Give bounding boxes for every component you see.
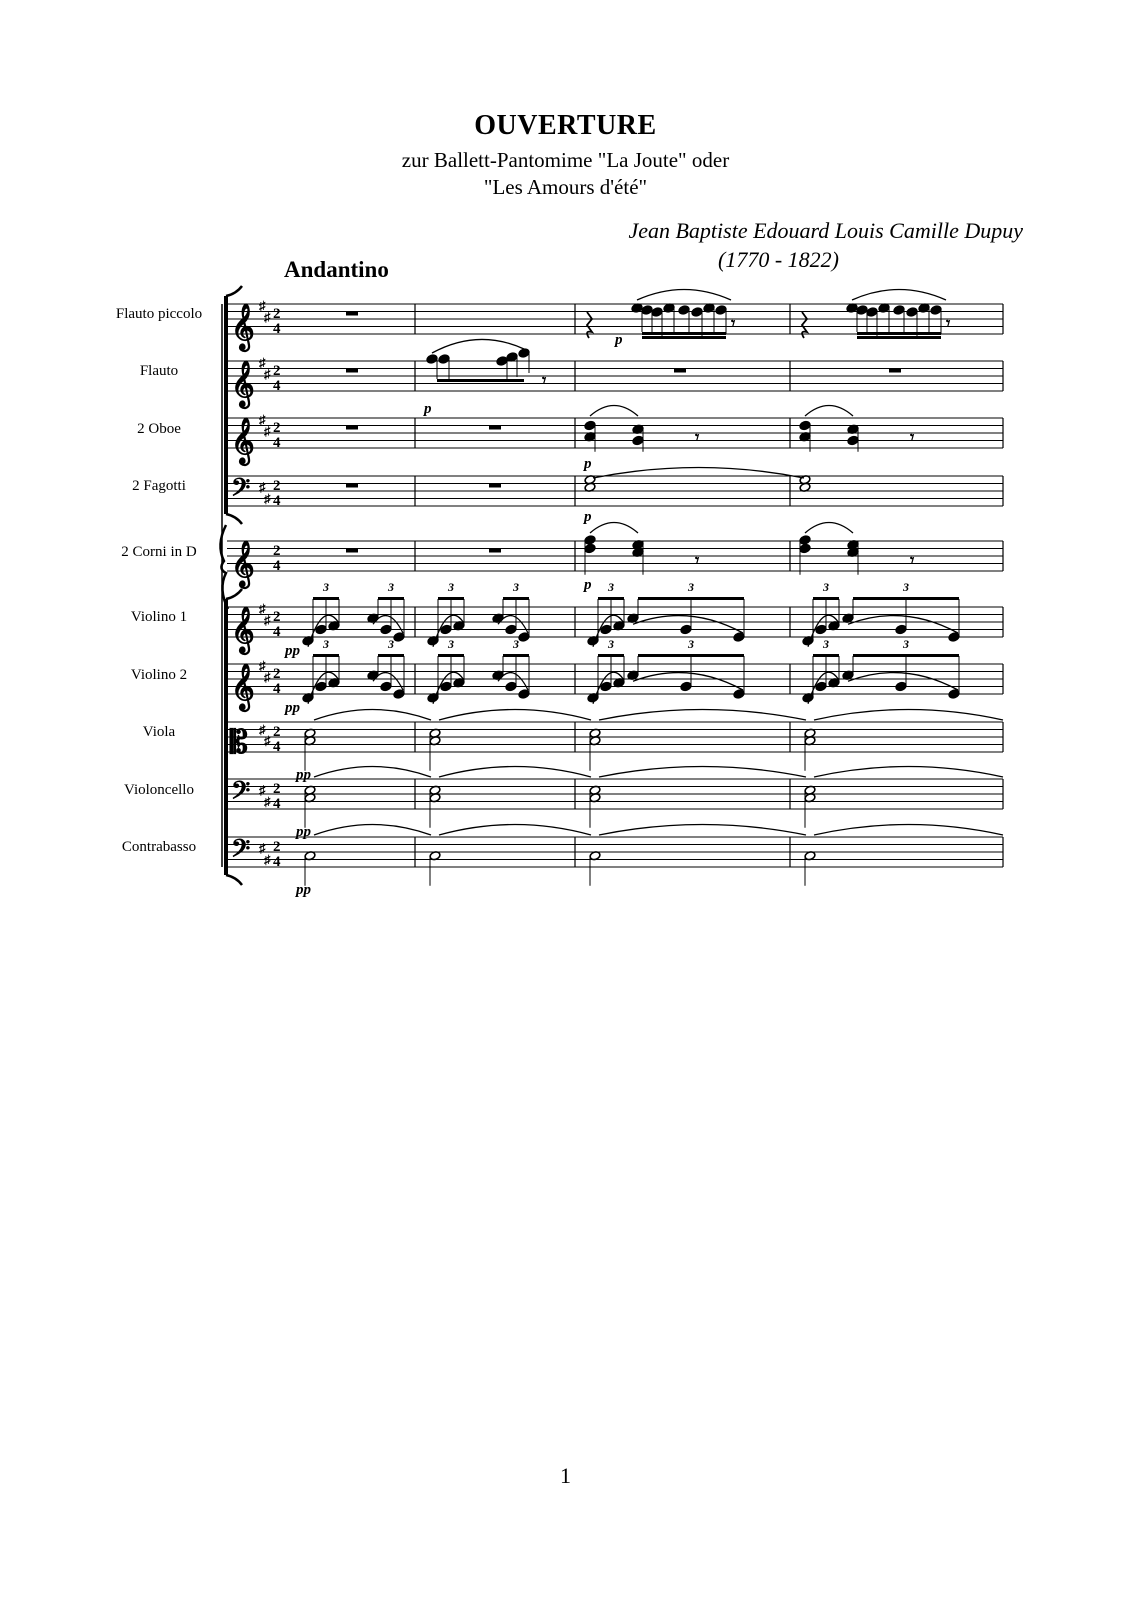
tuplet-number: 3 (688, 637, 694, 651)
whole-rest (346, 484, 358, 488)
composer-dates: (1770 - 1822) (718, 247, 839, 272)
time-sig-top: 2 (273, 724, 281, 740)
beam (813, 597, 839, 600)
note-head (393, 689, 405, 699)
time-sig-bottom: 4 (273, 854, 281, 870)
tuplet-number: 3 (688, 580, 694, 594)
beam (598, 597, 624, 600)
bass-clef: 𝄢 (231, 835, 251, 869)
time-sig-top: 2 (273, 478, 281, 494)
score-subtitle-line2: "Les Amours d'été" (483, 175, 648, 199)
instrument-label-oboe: 2 Oboe (137, 421, 181, 437)
note-head (584, 543, 596, 553)
tuplet-number: 3 (388, 580, 394, 594)
whole-rest (346, 426, 358, 430)
note-head (948, 632, 960, 642)
whole-rest (346, 369, 358, 373)
tuplet-number: 3 (323, 637, 329, 651)
dynamic-pp: pp (285, 643, 300, 659)
eighth-rest: 𝄾 (946, 315, 951, 333)
tuplet-number: 3 (608, 637, 614, 651)
time-sig-top: 2 (273, 306, 281, 322)
beam (642, 336, 726, 339)
time-sig-bottom: 4 (273, 739, 281, 755)
tuplet-number: 3 (448, 637, 454, 651)
key-sharp: ♯ (264, 490, 271, 506)
key-sharp: ♯ (259, 601, 266, 616)
instrument-label-flauto-piccolo: Flauto piccolo (115, 306, 203, 322)
beam (853, 597, 959, 600)
eighth-rest: 𝄾 (910, 552, 915, 570)
key-sharp: ♯ (259, 412, 266, 427)
dynamic-p: p (615, 332, 623, 348)
slur (805, 406, 853, 417)
tie (439, 710, 591, 721)
treble-clef: 𝄞 (231, 304, 255, 349)
beam (857, 336, 941, 339)
note-head (393, 632, 405, 642)
note-head (799, 543, 811, 553)
dynamic-p: p (424, 401, 432, 417)
tie (314, 825, 431, 836)
instrument-label-contrabasso: Contrabasso (121, 839, 197, 855)
instrument-label-flauto: Flauto (139, 363, 179, 379)
note-head (584, 535, 596, 545)
time-sig-bottom: 4 (273, 435, 281, 451)
beam (313, 597, 339, 600)
eighth-rest: 𝄾 (731, 315, 736, 333)
time-sig-bottom: 4 (273, 624, 281, 640)
bracket-hook (226, 286, 242, 296)
note-head (632, 435, 644, 445)
note-head (906, 307, 918, 317)
key-sharp: ♯ (264, 309, 271, 325)
tuplet-number: 3 (608, 580, 614, 594)
dynamic-pp: pp (296, 767, 311, 783)
note-head (799, 420, 811, 430)
note-head (893, 305, 905, 315)
beam (813, 654, 839, 657)
bracket-hook (226, 514, 242, 524)
whole-rest (889, 369, 901, 373)
beam (853, 654, 959, 657)
tuplet-number: 3 (823, 580, 829, 594)
note-head (505, 681, 517, 691)
beam (503, 597, 529, 600)
time-sig-top: 2 (273, 666, 281, 682)
note-head (948, 689, 960, 699)
beam (378, 597, 404, 600)
instrument-label-corni: 2 Corni in D (121, 544, 197, 560)
note-head (733, 632, 745, 642)
key-sharp: ♯ (264, 733, 271, 748)
key-sharp: ♯ (264, 423, 271, 439)
bass-clef: 𝄢 (231, 777, 251, 811)
tempo-marking: Andantino (284, 257, 389, 282)
key-sharp: ♯ (259, 658, 266, 673)
whole-rest (489, 484, 501, 488)
note-head (518, 348, 530, 358)
tuplet-number: 3 (823, 637, 829, 651)
eighth-rest: 𝄾 (695, 429, 700, 447)
whole-rest (346, 549, 358, 553)
beam (437, 379, 524, 382)
instrument-label-fagotti: 2 Fagotti (132, 478, 186, 494)
note-head (856, 305, 868, 315)
tie (314, 767, 431, 778)
tuplet-number: 3 (903, 580, 909, 594)
note-head (691, 307, 703, 317)
key-sharp: ♯ (259, 721, 266, 737)
page-number: 1 (560, 1463, 571, 1488)
key-sharp: ♯ (264, 793, 271, 809)
dynamic-pp: pp (296, 882, 311, 898)
note-head (641, 305, 653, 315)
tuplet-number: 3 (903, 637, 909, 651)
instrument-label-violino-1: Violino 1 (130, 609, 188, 625)
time-sig-top: 2 (273, 420, 281, 436)
composer-name: Jean Baptiste Edouard Louis Camille Dupuy (628, 218, 1023, 243)
key-sharp: ♯ (264, 669, 271, 685)
whole-rest (346, 312, 358, 316)
note-head (930, 305, 942, 315)
slur (432, 339, 524, 353)
note-head (799, 535, 811, 545)
beam (438, 597, 464, 600)
time-sig-bottom: 4 (273, 321, 281, 337)
note-head (678, 305, 690, 315)
key-sharp: ♯ (259, 840, 266, 856)
tie (439, 825, 591, 836)
note-head (426, 354, 438, 364)
whole-rest (489, 426, 501, 430)
note-head (584, 420, 596, 430)
tie (814, 767, 1003, 778)
whole-rest (674, 369, 686, 373)
eighth-rest: 𝄾 (910, 429, 915, 447)
key-sharp: ♯ (264, 366, 271, 382)
slur (590, 406, 638, 417)
time-sig-bottom: 4 (273, 378, 281, 394)
time-sig-top: 2 (273, 609, 281, 625)
time-sig-top: 2 (273, 543, 281, 559)
key-sharp: ♯ (259, 782, 266, 798)
tuplet-number: 3 (448, 580, 454, 594)
treble-clef: 𝄞 (231, 418, 255, 463)
beam (638, 597, 744, 600)
tie (314, 710, 431, 721)
tie (599, 710, 806, 721)
dynamic-pp: pp (296, 824, 311, 840)
note-head (715, 305, 727, 315)
time-sig-top: 2 (273, 781, 281, 797)
tie (599, 825, 806, 836)
key-sharp: ♯ (259, 355, 266, 370)
tuplet-number: 3 (513, 637, 519, 651)
beam (642, 332, 726, 335)
beam (638, 654, 744, 657)
key-sharp: ♯ (259, 479, 266, 495)
instrument-label-violoncello: Violoncello (124, 782, 194, 798)
note-head (733, 689, 745, 699)
beam (503, 654, 529, 657)
beam (313, 654, 339, 657)
note-head (496, 356, 508, 366)
score-subtitle-line1: zur Ballett-Pantomime "La Joute" oder (401, 148, 730, 172)
treble-clef: 𝄞 (231, 361, 255, 406)
note-head (895, 624, 907, 634)
bass-clef: 𝄢 (231, 474, 251, 508)
tuplet-number: 3 (323, 580, 329, 594)
key-sharp: ♯ (264, 851, 271, 867)
dynamic-p: p (584, 456, 592, 472)
score-title: OUVERTURE (474, 110, 657, 141)
note-head (651, 307, 663, 317)
slur (590, 523, 638, 534)
note-head (380, 681, 392, 691)
tuplet-number: 3 (513, 580, 519, 594)
tuplet-number: 3 (388, 637, 394, 651)
time-sig-bottom: 4 (273, 681, 281, 697)
tie (814, 710, 1003, 721)
time-sig-bottom: 4 (273, 493, 281, 509)
note-head (680, 681, 692, 691)
tie (599, 767, 806, 778)
beam (857, 332, 941, 335)
key-sharp: ♯ (259, 298, 266, 313)
time-sig-top: 2 (273, 839, 281, 855)
dynamic-p: p (584, 577, 592, 593)
slur (805, 523, 853, 534)
note-head (438, 354, 450, 364)
bracket-hook (226, 875, 242, 885)
note-head (847, 435, 859, 445)
instrument-label-violino-2: Violino 2 (130, 667, 188, 683)
beam (438, 654, 464, 657)
note-head (895, 681, 907, 691)
treble-clef: 𝄞 (231, 541, 255, 586)
treble-clef: 𝄞 (231, 607, 255, 652)
instrument-label-viola: Viola (142, 724, 176, 740)
time-sig-top: 2 (273, 363, 281, 379)
note-head (380, 624, 392, 634)
note-head (680, 624, 692, 634)
dynamic-p: p (584, 509, 592, 525)
beam (598, 654, 624, 657)
note-head (505, 624, 517, 634)
beam (378, 654, 404, 657)
tie (814, 825, 1003, 836)
alto-clef: 𝄡 (230, 724, 248, 760)
eighth-rest: 𝄾 (695, 552, 700, 570)
eighth-rest: 𝄾 (542, 372, 547, 390)
treble-clef: 𝄞 (231, 664, 255, 709)
note-head (518, 632, 530, 642)
slur (852, 290, 946, 301)
tie (439, 767, 591, 778)
time-sig-bottom: 4 (273, 796, 281, 812)
slur (637, 290, 731, 301)
bracket-hook (226, 589, 242, 599)
dynamic-pp: pp (285, 700, 300, 716)
time-sig-bottom: 4 (273, 558, 281, 574)
note-head (518, 689, 530, 699)
whole-rest (489, 549, 501, 553)
note-head (866, 307, 878, 317)
key-sharp: ♯ (264, 612, 271, 628)
